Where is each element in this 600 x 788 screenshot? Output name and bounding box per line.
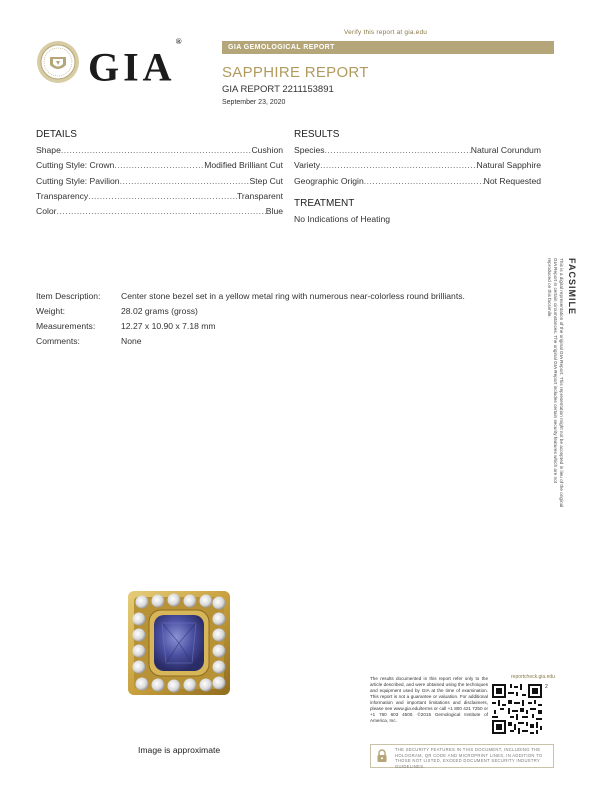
details-row: Transparency ..... Transparent <box>36 190 283 202</box>
details-row: Shape ..... Cushion <box>36 144 283 156</box>
ring-image <box>126 589 232 697</box>
details-row: Cutting Style: Pavilion ..... Step Cut <box>36 175 283 187</box>
lock-icon <box>375 749 389 763</box>
item-description-label: Item Description: <box>36 291 101 301</box>
results-row: Variety ..... Natural Sapphire <box>294 159 541 171</box>
disclaimer-text: The results documented in this report refer only to the article described, and were obtained using the techniques and equipment used by GIA at the time of examination. This report is not a guarantee or valuation. For additional information and important limitations and disclaimers, please see www.gia.edu/terms or call +1 800 421 7250 or +1 760 603 4500. ©2015 Gemological Institute of America, Inc. <box>370 676 488 723</box>
report-date: September 23, 2020 <box>222 99 286 106</box>
report-number: GIA REPORT 2211153891 <box>222 84 334 95</box>
details-heading: DETAILS <box>36 129 77 140</box>
results-row: Species ..... Natural Corundum <box>294 144 541 156</box>
measurements-value: 12.27 x 10.90 x 7.18 mm <box>121 321 216 331</box>
measurements-label: Measurements: <box>36 321 96 331</box>
results-table <box>294 144 541 187</box>
comments-value: None <box>121 336 142 346</box>
report-type-bar: GIA GEMOLOGICAL REPORT <box>222 41 554 54</box>
details-row: Cutting Style: Crown ..... Modified Brilliant Cut <box>36 159 283 171</box>
gia-logo: GIA® <box>88 37 182 90</box>
treatment-text: No Indications of Heating <box>294 214 391 224</box>
weight-value: 28.02 grams (gross) <box>121 306 198 316</box>
details-row: Color ..... Blue <box>36 205 283 217</box>
qr-index: 2 <box>545 684 548 690</box>
reportcheck-link[interactable]: reportcheck.gia.edu <box>511 674 555 680</box>
security-text: THE SECURITY FEATURES IN THIS DOCUMENT, INCLUDING THE HOLOGRAM, QR CODE AND MICROPRINT LINES, IN ADDITION TO THOSE NOT LISTED, EXCEED DOCUMENT SECURITY INDUSTRY GUIDELINES. <box>395 747 543 769</box>
treatment-heading: TREATMENT <box>294 198 355 209</box>
facsimile-text: This is a digital representation of the original GIA Report. This representation might not be accepted in lieu of the original GIA Report in certain circumstances. The original GIA Report includes certain security features which are not reproduced on this facsimile. <box>547 258 564 508</box>
qr-code-icon[interactable] <box>490 682 544 736</box>
comments-label: Comments: <box>36 336 80 346</box>
facsimile-heading: FACSIMILE <box>567 258 577 316</box>
security-notice <box>370 744 554 768</box>
weight-label: Weight: <box>36 306 65 316</box>
verify-link[interactable]: Verify this report at gia.edu <box>344 29 428 36</box>
results-row: Geographic Origin ..... Not Requested <box>294 175 541 187</box>
details-table <box>36 144 283 217</box>
item-description-value: Center stone bezel set in a yellow metal ring with numerous near-colorless round brilliants. <box>121 291 465 301</box>
results-heading: RESULTS <box>294 129 340 140</box>
report-title: SAPPHIRE REPORT <box>222 64 369 81</box>
image-caption: Image is approximate <box>138 745 221 755</box>
facsimile-note <box>547 258 582 508</box>
gia-seal-icon <box>36 40 80 84</box>
